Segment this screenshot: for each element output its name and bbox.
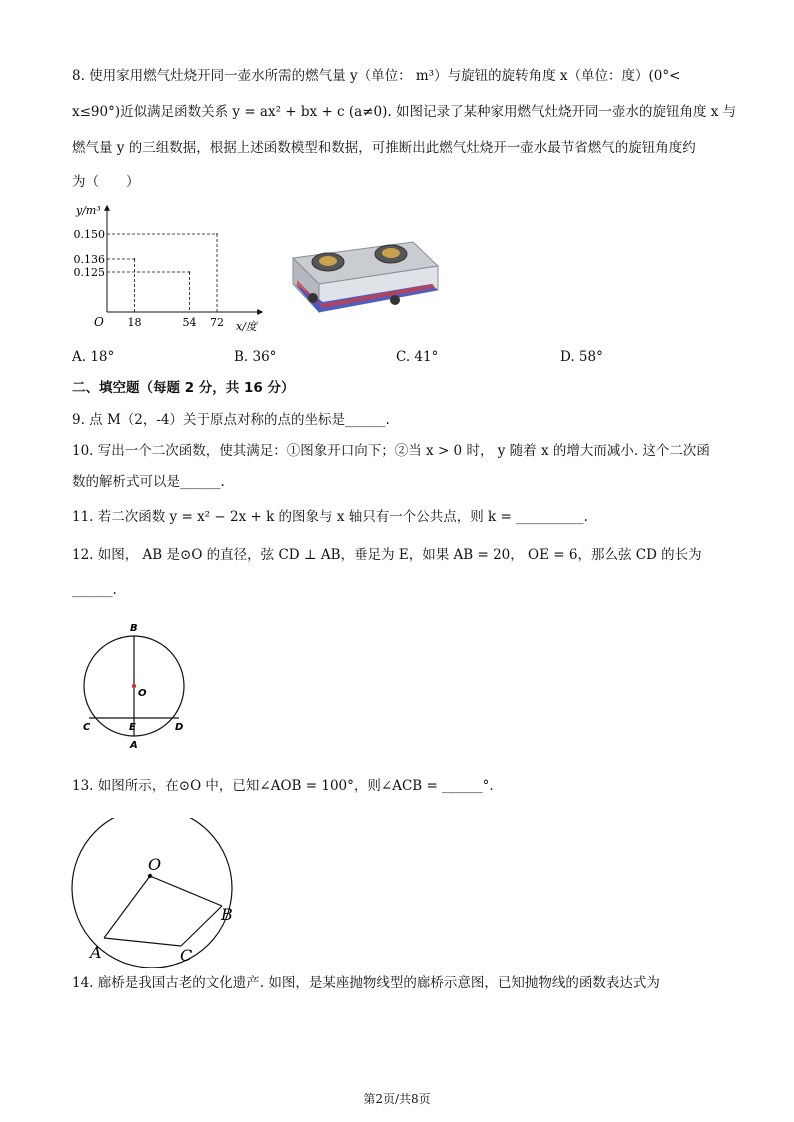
segment-ac — [104, 938, 181, 946]
label-o: O — [148, 855, 162, 874]
q13-text: 13. 如图所示，在⊙O 中，已知∠AOB = 100°，则∠ACB = ______°. — [72, 778, 494, 794]
q8-line-2: x≤90°)近似满足函数关系 y = ax² + bx + c (a≠0). 如图记录了某种家用燃气灶烧开同一壶水的旋钮角度 x 与 — [72, 104, 737, 120]
q8-option-d: D. 58° — [560, 349, 603, 365]
q9-text: 9. 点 M（2，-4）关于原点对称的点的坐标是______. — [72, 412, 390, 428]
y-tick-label-1: 0.136 — [73, 253, 105, 266]
q8-line-3: 燃气量 y 的三组数据，根据上述函数模型和数据，可推断出此燃气灶烧开一壶水最节省燃气的旋钮角度约 — [72, 140, 696, 156]
gas-stove-image — [283, 228, 443, 328]
q12-line-1: 12. 如图， AB 是⊙O 的直径，弦 CD ⊥ AB，垂足为 E，如果 AB = 20， OE = 6，那么弦 CD 的长为 — [72, 547, 702, 563]
x-tick-label-2: 72 — [210, 316, 224, 329]
segment-oa — [104, 876, 150, 938]
q8-chart — [70, 200, 270, 340]
label-a: A — [90, 943, 102, 962]
q14-text: 14. 廊桥是我国古老的文化遗产. 如图，是某座抛物线型的廊桥示意图，已知抛物线的函数表达式为 — [72, 975, 660, 991]
x-tick-label-0: 18 — [127, 316, 142, 329]
q10-line-1: 10. 写出一个二次函数，使其满足：①图象开口向下；②当 x > 0 时， y 随着 x 的增大而减小. 这个二次函 — [72, 443, 710, 459]
label-b: B — [221, 905, 233, 924]
q8-option-a: A. 18° — [72, 349, 115, 365]
section-2-heading: 二、填空题（每题 2 分，共 16 分） — [72, 380, 295, 396]
label-o: O — [138, 688, 147, 699]
label-a: A — [130, 740, 138, 751]
label-c: C — [83, 722, 91, 733]
data-point-2 — [216, 233, 218, 235]
segment-bc — [181, 906, 222, 946]
center-point — [132, 684, 136, 688]
segment-ob — [150, 876, 222, 906]
q13-circle-figure — [68, 818, 258, 968]
y-tick-label-2: 0.125 — [73, 266, 105, 279]
y-tick-label-0: 0.150 — [73, 228, 105, 241]
q12-line-2: ______. — [72, 582, 117, 598]
label-b: B — [130, 623, 138, 634]
q8-line-1: 8. 使用家用燃气灶烧开同一壶水所需的燃气量 y（单位： m³）与旋钮的旋转角度 x（单位：度）(0°< — [72, 68, 681, 84]
x-axis-label: x/度 — [236, 320, 257, 333]
q8-option-c: C. 41° — [396, 349, 439, 365]
q11-text: 11. 若二次函数 y = x² − 2x + k 的图象与 x 轴只有一个公共点，则 k = __________. — [72, 509, 588, 525]
y-axis-label: y/m³ — [76, 204, 101, 217]
q10-line-2: 数的解析式可以是______. — [72, 474, 225, 490]
x-tick-label-1: 54 — [182, 316, 197, 329]
origin-label: O — [94, 315, 104, 329]
center-point — [148, 874, 152, 878]
label-c: C — [180, 946, 193, 965]
label-d: D — [175, 722, 184, 733]
data-point-1 — [189, 271, 191, 273]
q8-option-b: B. 36° — [234, 349, 277, 365]
q12-circle-figure — [74, 620, 194, 755]
q8-line-4: 为（ ） — [72, 174, 140, 190]
page-footer: 第2页/共8页 — [363, 1092, 431, 1106]
label-e: E — [129, 722, 136, 733]
data-point-0 — [134, 258, 136, 260]
